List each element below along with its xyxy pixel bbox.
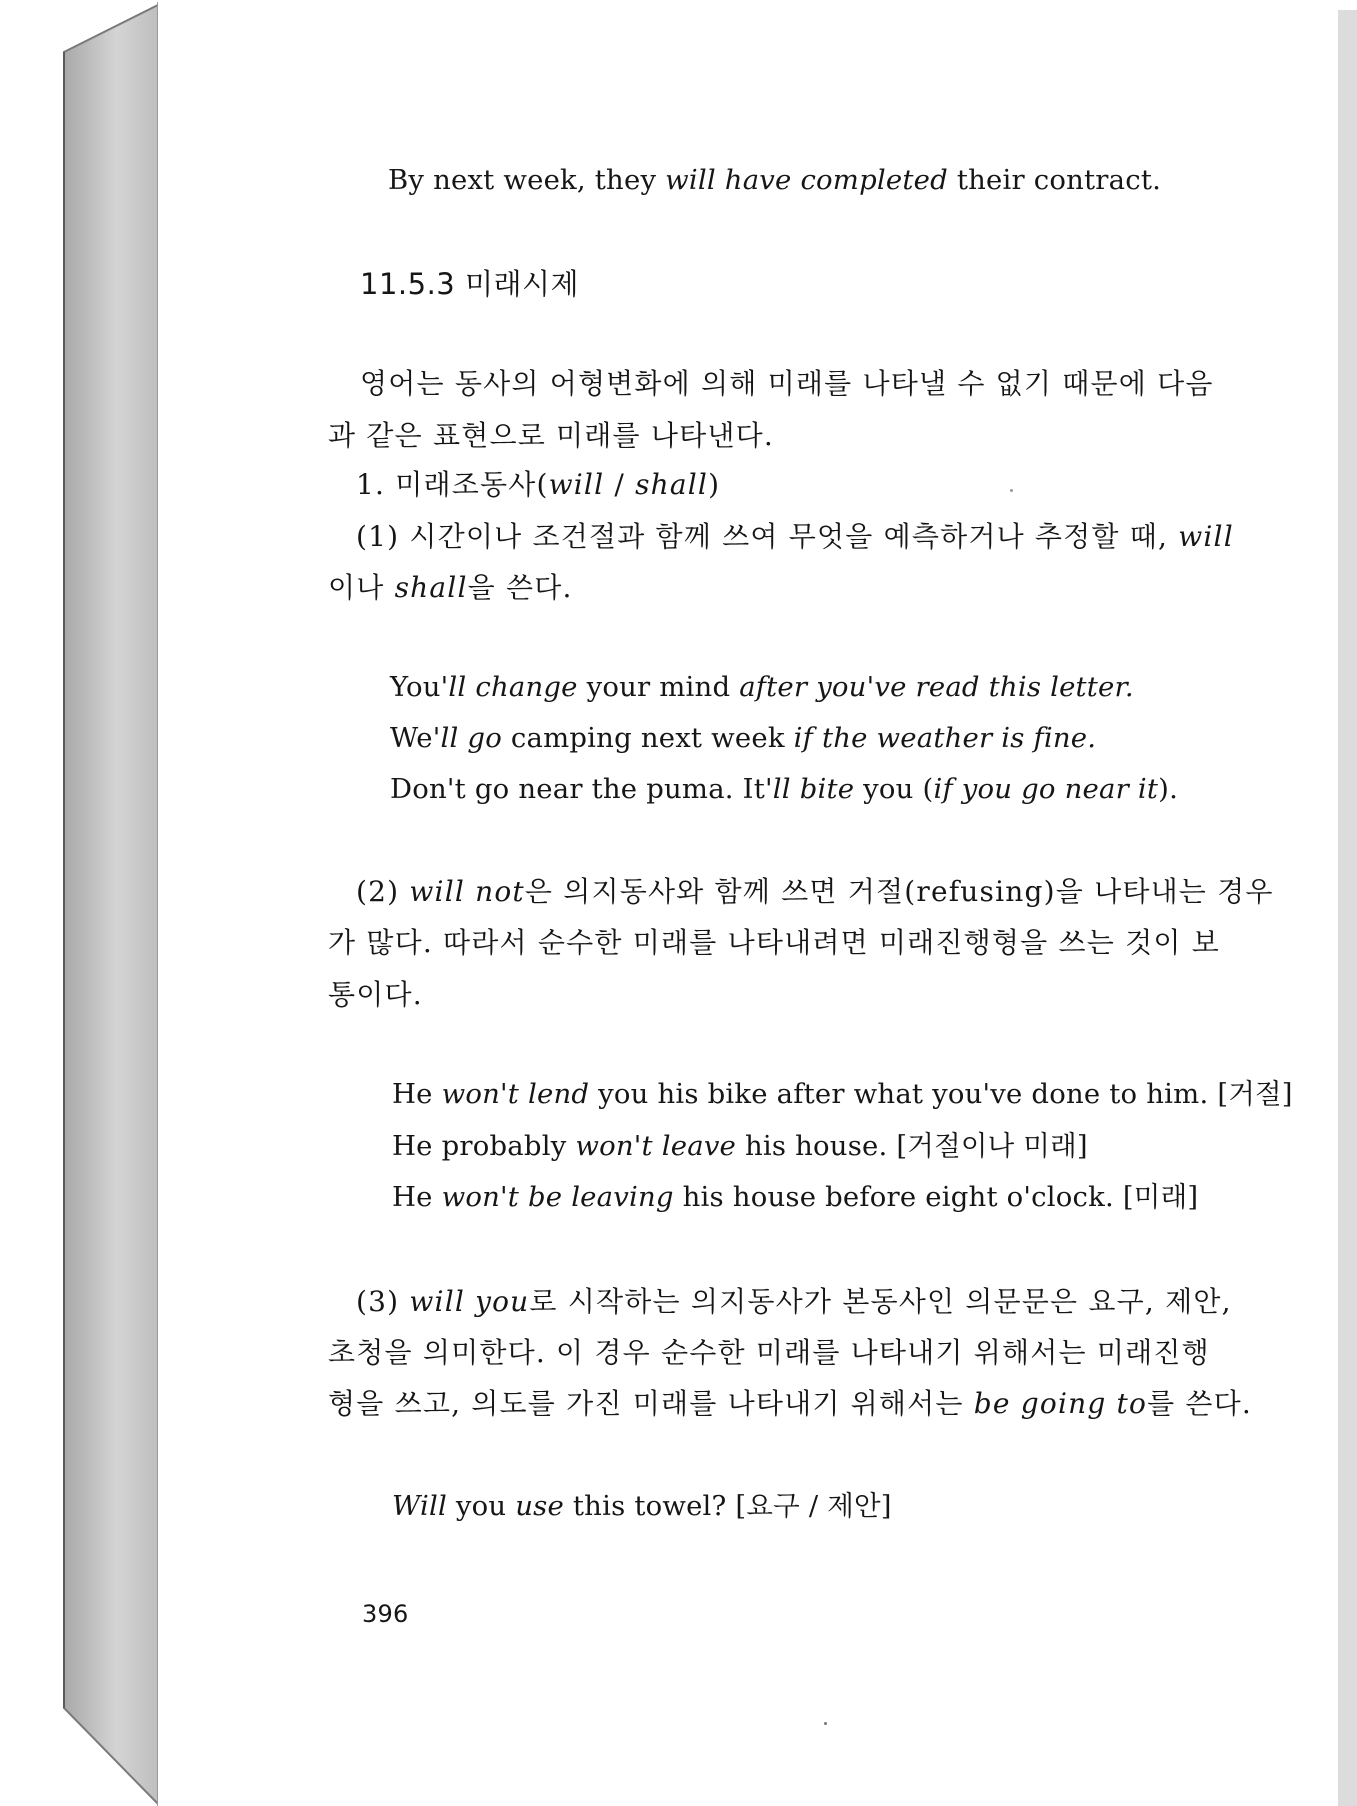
text-run: your mind — [577, 671, 740, 703]
italic-run: shall — [394, 571, 468, 604]
example-3-1 — [392, 1486, 892, 1526]
para-3-line-3 — [328, 1384, 1252, 1424]
italic-run: will have completed — [665, 164, 948, 196]
italic-run: will not — [409, 875, 525, 908]
book-spine — [64, 4, 160, 1806]
italic-run: shall — [635, 468, 709, 501]
text-run: He — [392, 1078, 442, 1110]
text-run: 을 쓴다. — [467, 571, 573, 604]
example-1-2 — [390, 718, 1096, 758]
text-run: this towel? [요구 / 제안] — [563, 1490, 892, 1522]
text-run: By next week, they — [388, 164, 666, 196]
italic-run: ll change — [448, 671, 578, 703]
para-2-line-2: 가 많다. 따라서 순수한 미래를 나타내려면 미래진행형을 쓰는 것이 보 — [328, 926, 1220, 959]
text-run: you his bike after what you've done to him. [거절] — [589, 1078, 1293, 1110]
text-run: you — [446, 1490, 516, 1522]
text-run: (1) 시간이나 조건절과 함께 쓰여 무엇을 예측하거나 추정할 때, — [356, 520, 1179, 553]
italic-run: after you've read this letter. — [739, 671, 1134, 703]
text-run: 를 쓴다. — [1147, 1387, 1253, 1420]
text-run: We' — [390, 722, 441, 754]
example-2-3 — [392, 1177, 1198, 1217]
para-1-line-2 — [328, 568, 573, 608]
item-1-title — [356, 465, 720, 505]
para-3-line-2: 초청을 의미한다. 이 경우 순수한 미래를 나타내기 위해서는 미래진행 — [328, 1336, 1210, 1369]
italic-run: will — [1178, 520, 1234, 553]
page-number: 396 — [362, 1600, 409, 1628]
example-2-2 — [392, 1126, 1088, 1166]
text-run: ). — [1158, 773, 1179, 805]
italic-run: Will — [392, 1490, 447, 1522]
text-run: 이나 — [328, 571, 395, 604]
para-2-line-1 — [356, 872, 1274, 912]
text-run: their contract. — [947, 164, 1162, 196]
text-run: 형을 쓰고, 의도를 가진 미래를 나타내기 위해서는 — [328, 1387, 974, 1420]
text-run: He probably — [392, 1130, 576, 1162]
text-run: (3) — [356, 1285, 410, 1318]
para-1-line-1 — [356, 517, 1234, 557]
section-heading: 11.5.3 미래시제 — [360, 267, 580, 301]
italic-run: use — [515, 1490, 564, 1522]
scan-speck — [1010, 489, 1013, 492]
text-run: ) — [708, 468, 721, 501]
scan-speck — [824, 1722, 827, 1725]
example-1-3 — [390, 769, 1178, 809]
carry-over-example — [388, 160, 1161, 200]
page-outer-edge — [1338, 10, 1357, 1806]
italic-run: be going to — [973, 1387, 1148, 1420]
text-run: / — [604, 468, 636, 501]
book-page — [158, 0, 1338, 1806]
text-run: 은 의지동사와 함께 쓰면 거절(refusing)을 나타내는 경우 — [524, 875, 1274, 908]
text-run: you ( — [854, 773, 934, 805]
intro-line-1: 영어는 동사의 어형변화에 의해 미래를 나타낼 수 없기 때문에 다음 — [360, 367, 1214, 400]
para-3-line-1 — [356, 1282, 1232, 1322]
para-2-line-3: 통이다. — [328, 978, 423, 1011]
italic-run: will — [548, 468, 605, 501]
italic-run: won't lend — [441, 1078, 590, 1110]
italic-run: won't leave — [575, 1130, 737, 1162]
text-run: his house. [거절이나 미래] — [736, 1130, 1088, 1162]
text-run: He — [392, 1181, 442, 1213]
text-run: (2) — [356, 875, 410, 908]
text-run: Don't go near the puma. It' — [390, 773, 773, 805]
intro-line-2: 과 같은 표현으로 미래를 나타낸다. — [328, 419, 774, 452]
example-1-1 — [390, 667, 1134, 707]
italic-run: if the weather is fine. — [793, 722, 1097, 754]
italic-run: if you go near it — [933, 773, 1159, 805]
text-run: You' — [390, 671, 449, 703]
italic-run: ll bite — [772, 773, 855, 805]
text-run: 1. 미래조동사( — [356, 468, 549, 501]
text-run: camping next week — [501, 722, 794, 754]
text-run: 로 시작하는 의지동사가 본동사인 의문문은 요구, 제안, — [529, 1285, 1232, 1318]
italic-run: won't be leaving — [441, 1181, 674, 1213]
italic-run: will you — [409, 1285, 530, 1318]
italic-run: ll go — [440, 722, 502, 754]
text-run: his house before eight o'clock. [미래] — [673, 1181, 1199, 1213]
example-2-1 — [392, 1074, 1293, 1114]
